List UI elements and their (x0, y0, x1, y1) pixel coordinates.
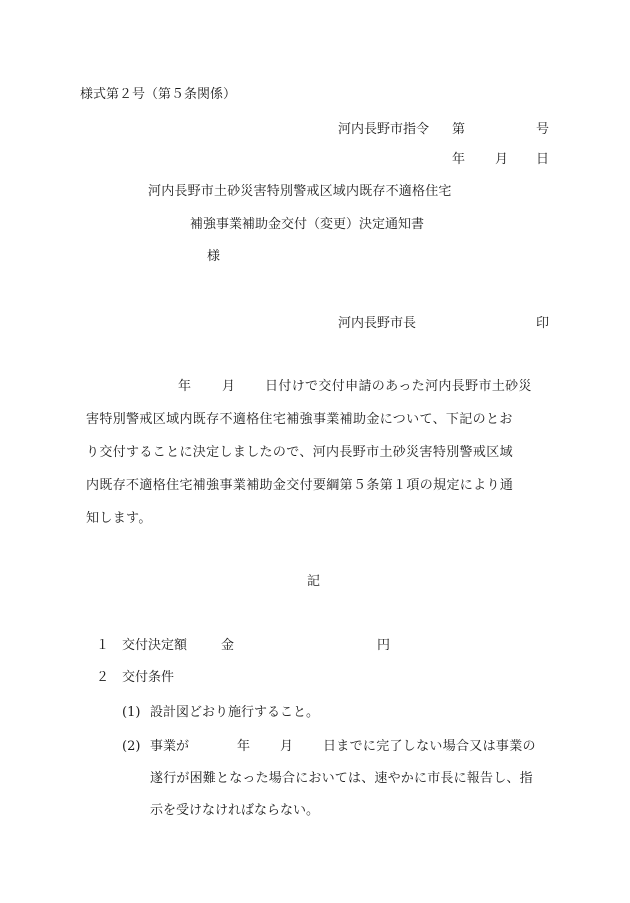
condition-2-line-2: 遂行が困難となった場合においては、速やかに市長に報告し、指 (150, 771, 533, 786)
title-line-1: 河内長野市土砂災害特別警戒区域内既存不適格住宅 (148, 184, 452, 199)
item-1-number: １ (96, 638, 110, 653)
body-date-year: 年 (178, 379, 192, 394)
number-prefix: 第 (452, 122, 466, 137)
condition-2-line-3: 示を受けなければならない。 (150, 803, 320, 818)
item-2-label: 交付条件 (122, 670, 175, 685)
body-line-3: り交付することに決定しましたので、河内長野市土砂災害特別警戒区域 (86, 445, 513, 460)
issuer-reference: 河内長野市指令 (338, 122, 430, 137)
condition-1-number: (1) (122, 705, 141, 720)
form-label: 様式第２号（第５条関係） (80, 87, 237, 102)
condition-2-year: 年 (237, 739, 251, 754)
title-line-2: 補強事業補助金交付（変更）決定通知書 (190, 217, 425, 232)
date-year: 年 (452, 152, 466, 167)
condition-2-text-after-date: 日までに完了しない場合又は事業の (323, 739, 536, 754)
body-line-1: 日付けで交付申請のあった河内長野市土砂災 (265, 379, 532, 394)
date-day: 日 (536, 152, 550, 167)
recipient-honorific: 様 (207, 249, 221, 264)
body-date-month: 月 (222, 379, 236, 394)
condition-1-text: 設計図どおり施行すること。 (150, 705, 320, 720)
item-2-number: ２ (96, 670, 110, 685)
body-line-2: 害特別警戒区域内既存不適格住宅補強事業補助金について、下記のとお (86, 412, 513, 427)
condition-2-text-start: 事業が (150, 739, 190, 754)
seal-mark: 印 (536, 316, 550, 331)
number-suffix: 号 (536, 122, 550, 137)
item-1-label: 交付決定額 (122, 638, 188, 653)
condition-2-number: (2) (122, 739, 141, 754)
condition-2-month: 月 (280, 739, 294, 754)
item-1-amount-prefix: 金 (221, 638, 235, 653)
ki-heading: 記 (307, 574, 321, 589)
body-line-5: 知します。 (86, 511, 152, 526)
item-1-amount-unit: 円 (377, 638, 391, 653)
date-month: 月 (495, 152, 509, 167)
body-line-4: 内既存不適格住宅補強事業補助金交付要綱第５条第１項の規定により通 (86, 478, 514, 493)
sender-name: 河内長野市長 (338, 316, 417, 331)
